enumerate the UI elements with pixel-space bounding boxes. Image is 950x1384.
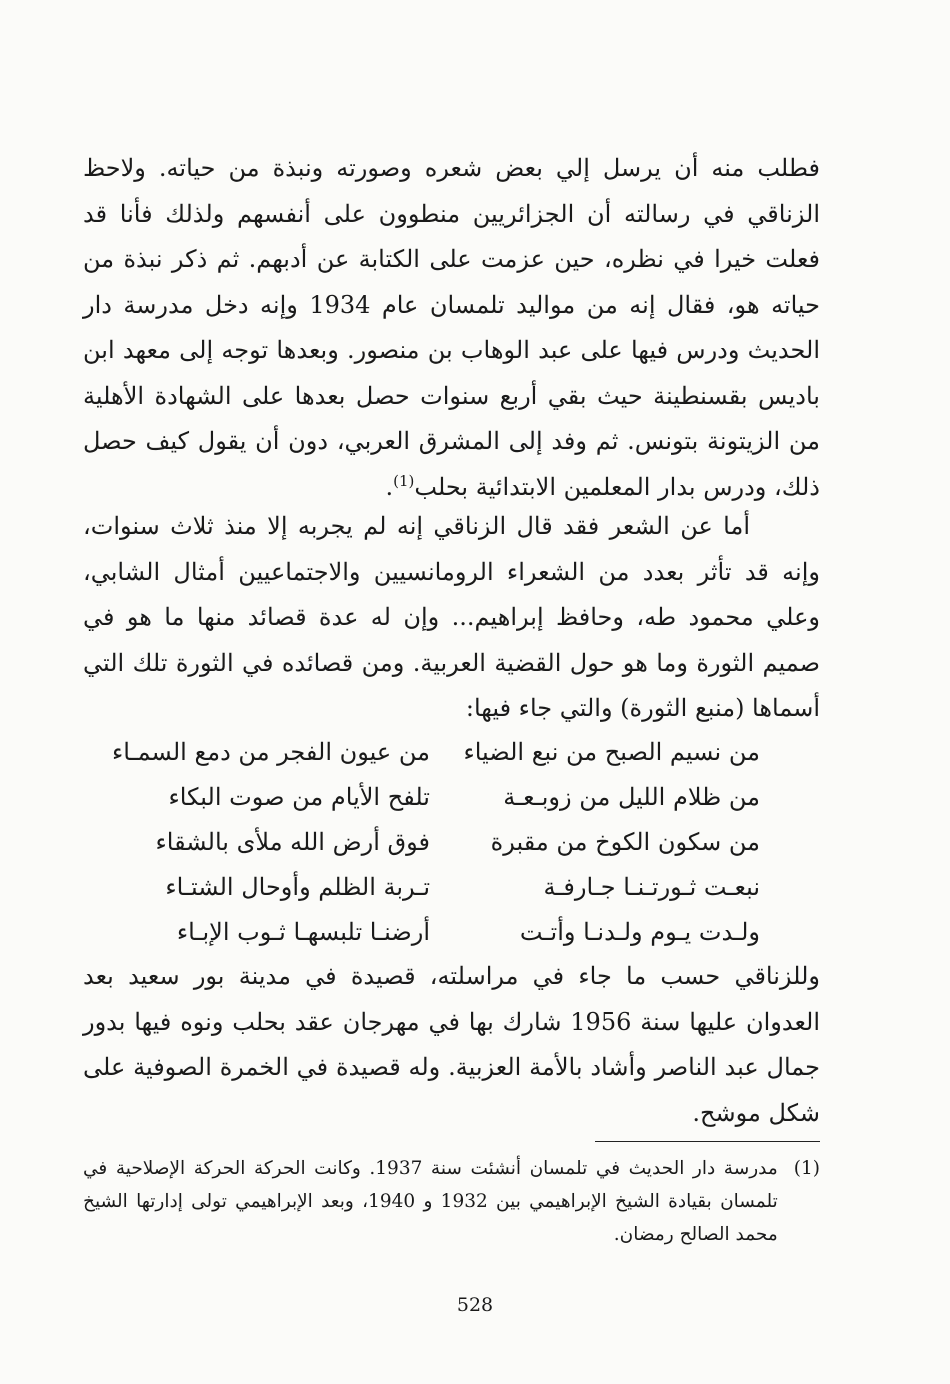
poem-first-hemistich: نبعـت ثـورتـنـا جـارفـة <box>543 873 760 901</box>
poem-first-hemistich: من ظلام الليل من زوبـعـة <box>503 783 760 811</box>
paragraph-end-punctuation: . <box>385 472 394 501</box>
poem-first-hemistich: من نسيم الصبح من نبع الضياء <box>463 738 760 766</box>
footnote <box>83 1152 820 1251</box>
poem-verse <box>140 775 760 820</box>
paragraph-text: أما عن الشعر فقد قال الزناقي إنه لم يجربه إلا منذ ثلاث سنوات، وإنه قد تأثر بعدد من الشعراء الرومانسيين والاجتماعيين أمثال الشابي، وعلي محمود طه، وحافظ إبراهيم... وإن له عدة قصائد منها ما هو في صميم الثورة وما هو حول القضية العربية. ومن قصائده في الثورة تلك التي أسماها (منبع الثورة) والتي جاء فيها: <box>83 512 820 722</box>
poem-verse <box>140 820 760 865</box>
poem-block <box>111 730 760 955</box>
poem-first-hemistich: ولـدت يـوم ولـدنـا وأتـت <box>519 918 760 946</box>
page-number: 528 <box>456 1294 494 1316</box>
paragraph-port-said-poem <box>83 954 820 1136</box>
footnote-reference[interactable]: (1) <box>393 471 415 490</box>
paragraph-text: فطلب منه أن يرسل إلي بعض شعره وصورته ونبذة من حياته. ولاحظ الزناقي في رسالته أن الجزائريين منطوون على أنفسهم ولذلك فأنا قد فعلت خيرا في نظره، حين عزمت على الكتابة عن أدبهم. ثم ذكر نبذة من حياته هو، فقال إنه من مواليد تلمسان عام 1934 وإنه دخل مدرسة دار الحديث ودرس فيها على عبد الوهاب بن منصور. وبعدها توجه إلى معهد ابن باديس بقسنطينة حيث بقي أربع سنوات حصل بعدها على الشهادة الأهلية من الزيتونة بتونس. ثم وفد إلى المشرق العربي، دون أن يقول كيف حصل ذلك، ودرس بدار المعلمين الابتدائية بحلب <box>83 154 821 501</box>
paragraph-poetry-influences <box>83 504 820 732</box>
paragraph-text: وللزناقي حسب ما جاء في مراسلته، قصيدة في مدينة بور سعيد بعد العدوان عليها سنة 1956 شارك بها في مهرجان عقد بحلب ونوه فيها بدور جمال عبد الناصر وأشاد بالأمة العزبية. وله قصيدة في الخمرة الصوفية على شكل موشح. <box>83 962 820 1127</box>
poem-verse <box>140 865 760 910</box>
paragraph-biography <box>83 146 820 510</box>
poem-second-hemistich: من عيون الفجر من دمع السمـاء <box>111 738 430 766</box>
poem-second-hemistich: أرضنـا تلبسهـا ثـوب الإبـاء <box>176 918 430 946</box>
footnote-text: مدرسة دار الحديث في تلمسان أنشئت سنة 1937. وكانت الحركة الحركة الإصلاحية في تلمسان بقيادة الشيخ الإبراهيمي بين 1932 و 1940، وبعد الإبراهيمي تولى إدارتها الشيخ محمد الصالح رمضان. <box>83 1158 778 1245</box>
footnote-marker: (1) <box>793 1158 820 1179</box>
poem-verse <box>111 730 760 775</box>
poem-second-hemistich: تـربة الظلم وأوحال الشتـاء <box>165 873 430 901</box>
poem-second-hemistich: فوق أرض الله ملأى بالشقاء <box>155 828 430 856</box>
poem-second-hemistich: تلفح الأيام من صوت البكاء <box>168 783 430 811</box>
footnote-divider <box>595 1141 820 1142</box>
poem-first-hemistich: من سكون الكوخ من مقبرة <box>490 828 760 856</box>
poem-verse <box>140 910 760 955</box>
